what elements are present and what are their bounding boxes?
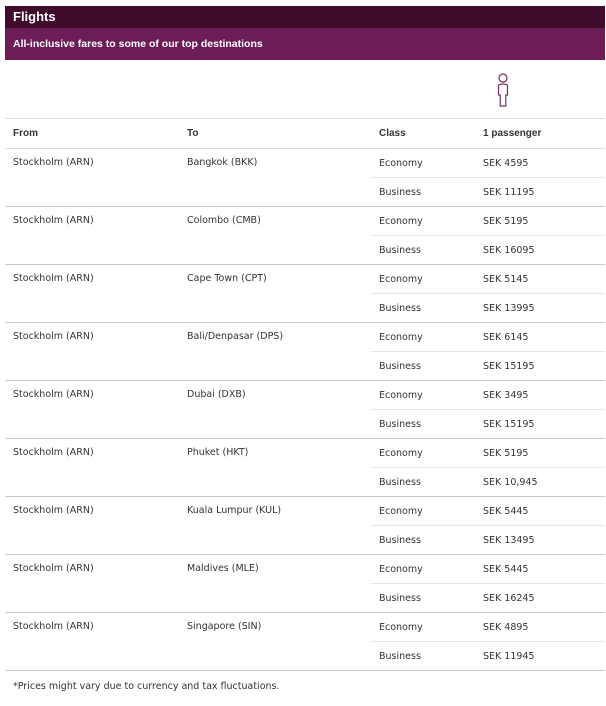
table-header-row: [5, 119, 605, 149]
price-cell: SEK 16095: [475, 236, 605, 265]
column-header-price: 1 passenger: [475, 119, 605, 149]
class-cell: Business: [371, 642, 475, 671]
page-subtitle: All-inclusive fares to some of our top destinations: [5, 28, 605, 60]
price-cell: SEK 5145: [475, 265, 605, 294]
price-cell: SEK 15195: [475, 352, 605, 381]
class-cell: Economy: [371, 555, 475, 584]
class-cell: Economy: [371, 265, 475, 294]
table-row: [5, 207, 605, 236]
table-row: [5, 323, 605, 352]
destination-cell: Colombo (CMB): [179, 207, 371, 265]
fares-table-body: [5, 149, 605, 671]
price-cell: SEK 4895: [475, 613, 605, 642]
origin-cell: Stockholm (ARN): [5, 439, 179, 497]
class-cell: Economy: [371, 381, 475, 410]
origin-cell: Stockholm (ARN): [5, 265, 179, 323]
price-cell: SEK 13495: [475, 526, 605, 555]
origin-cell: Stockholm (ARN): [5, 613, 179, 671]
destination-cell: Cape Town (CPT): [179, 265, 371, 323]
origin-cell: Stockholm (ARN): [5, 207, 179, 265]
destination-cell: Bangkok (BKK): [179, 149, 371, 207]
origin-cell: Stockholm (ARN): [5, 323, 179, 381]
price-cell: SEK 10,945: [475, 468, 605, 497]
class-cell: Business: [371, 178, 475, 207]
flights-panel: [5, 6, 605, 692]
table-row: [5, 497, 605, 526]
class-cell: Business: [371, 236, 475, 265]
price-cell: SEK 15195: [475, 410, 605, 439]
price-cell: SEK 5195: [475, 439, 605, 468]
class-cell: Economy: [371, 439, 475, 468]
column-header-class: Class: [371, 119, 475, 149]
destination-cell: Singapore (SIN): [179, 613, 371, 671]
table-row: [5, 439, 605, 468]
class-cell: Economy: [371, 323, 475, 352]
column-header-from: From: [5, 119, 179, 149]
class-cell: Economy: [371, 149, 475, 178]
class-cell: Business: [371, 584, 475, 613]
price-cell: SEK 5445: [475, 555, 605, 584]
table-row: [5, 265, 605, 294]
class-cell: Business: [371, 294, 475, 323]
destination-cell: Maldives (MLE): [179, 555, 371, 613]
footnote: *Prices might vary due to currency and tax fluctuations.: [13, 681, 280, 692]
fares-table: [5, 119, 605, 671]
class-cell: Economy: [371, 207, 475, 236]
origin-cell: Stockholm (ARN): [5, 555, 179, 613]
destination-cell: Phuket (HKT): [179, 439, 371, 497]
price-cell: SEK 3495: [475, 381, 605, 410]
table-row: [5, 613, 605, 642]
origin-cell: Stockholm (ARN): [5, 381, 179, 439]
page-title: Flights: [5, 6, 605, 28]
destination-cell: Kuala Lumpur (KUL): [179, 497, 371, 555]
class-cell: Business: [371, 468, 475, 497]
price-cell: SEK 11945: [475, 642, 605, 671]
person-icon: [495, 73, 511, 107]
price-cell: SEK 16245: [475, 584, 605, 613]
class-cell: Business: [371, 410, 475, 439]
price-cell: SEK 4595: [475, 149, 605, 178]
table-row: [5, 555, 605, 584]
price-cell: SEK 13995: [475, 294, 605, 323]
origin-cell: Stockholm (ARN): [5, 497, 179, 555]
passenger-icon-row: [5, 60, 605, 119]
destination-cell: Bali/Denpasar (DPS): [179, 323, 371, 381]
column-header-to: To: [179, 119, 371, 149]
origin-cell: Stockholm (ARN): [5, 149, 179, 207]
price-cell: SEK 5195: [475, 207, 605, 236]
table-row: [5, 381, 605, 410]
price-cell: SEK 5445: [475, 497, 605, 526]
class-cell: Economy: [371, 613, 475, 642]
price-cell: SEK 6145: [475, 323, 605, 352]
price-cell: SEK 11195: [475, 178, 605, 207]
class-cell: Economy: [371, 497, 475, 526]
class-cell: Business: [371, 526, 475, 555]
class-cell: Business: [371, 352, 475, 381]
table-row: [5, 149, 605, 178]
destination-cell: Dubai (DXB): [179, 381, 371, 439]
